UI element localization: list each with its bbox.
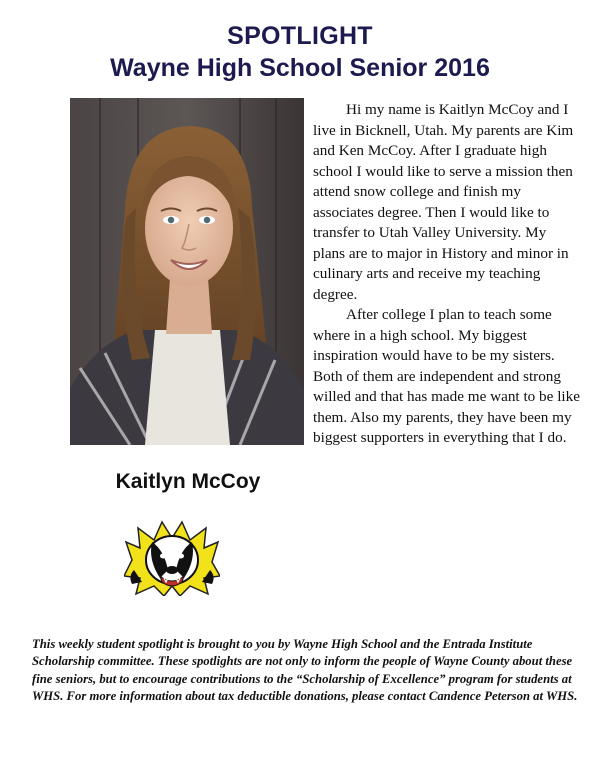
story-paragraph: After college I plan to teach some where in a high school. My biggest inspiration would have to be my sisters. Both of them are independent and strong willed and that has made me want to be like them. Also my parents, they have been my biggest supporters in everything that I do. <box>313 306 580 446</box>
badger-mascot-icon <box>124 520 220 596</box>
page-title: SPOTLIGHT <box>227 22 373 50</box>
page-subtitle: Wayne High School Senior 2016 <box>110 54 490 82</box>
student-story <box>313 100 581 449</box>
student-name: Kaitlyn McCoy <box>115 470 261 493</box>
student-portrait <box>70 98 304 445</box>
sponsor-footer: This weekly student spotlight is brought to you by Wayne High School and the Entrada Institute Scholarship committee. These spotlights are not only to inform the people of Wayne County about these fine seniors, but to encourage contributions to the “Scholarship of Excellence” program for students at WHS. For more information about tax deductible donations, please contact Candence Peterson at WHS. <box>32 637 578 703</box>
story-paragraph: Hi my name is Kaitlyn McCoy and I live in Bicknell, Utah. My parents are Kim and Ken McCoy. After I graduate high school I would like to serve a mission then attend snow college and finish my associates degree. Then I would like to transfer to Utah Valley University. My plans are to major in History and minor in culinary arts and receive my teaching degree. <box>313 101 574 303</box>
